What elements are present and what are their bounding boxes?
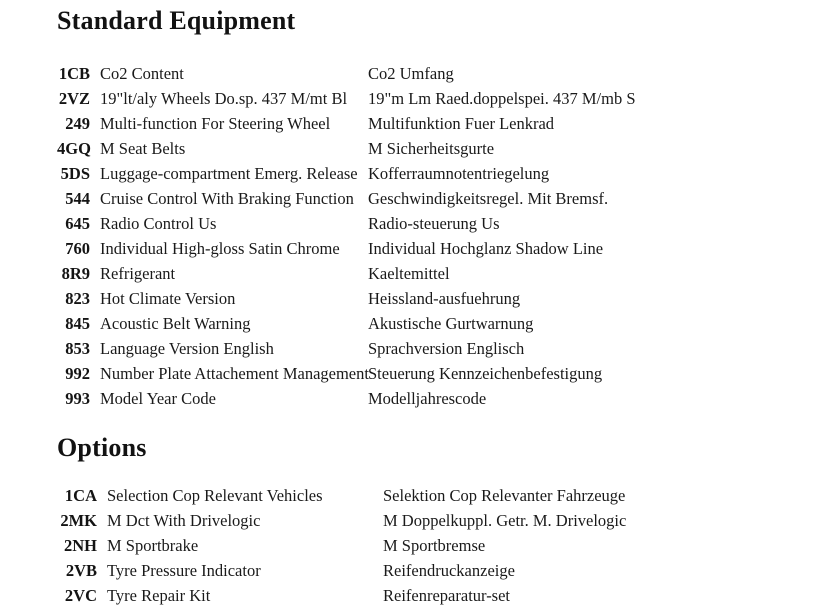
standard-equipment-table <box>57 61 830 411</box>
equipment-row <box>57 161 830 186</box>
equipment-row <box>57 361 830 386</box>
equipment-row <box>57 61 830 86</box>
equipment-desc-german: Reifendruckanzeige <box>383 561 515 580</box>
equipment-code: 760 <box>65 239 90 258</box>
equipment-desc-german: Reifenreparatur-set <box>383 586 511 605</box>
equipment-desc-german: Multifunktion Fuer Lenkrad <box>368 114 555 133</box>
equipment-desc-english: M Dct With Drivelogic <box>107 511 261 530</box>
equipment-desc-english: Acoustic Belt Warning <box>100 314 251 333</box>
equipment-code: 544 <box>65 189 90 208</box>
equipment-code: 1CA <box>64 486 97 505</box>
standard-equipment-title: Standard Equipment <box>57 6 296 35</box>
equipment-desc-english: Co2 Content <box>100 64 184 83</box>
equipment-desc-german: Co2 Umfang <box>368 64 454 83</box>
equipment-row <box>57 311 830 336</box>
equipment-code: 249 <box>65 114 90 133</box>
equipment-desc-english: Tyre Repair Kit <box>107 586 211 605</box>
equipment-code: 2MK <box>60 511 97 530</box>
equipment-desc-german: Akustische Gurtwarnung <box>368 314 534 333</box>
options-table <box>57 483 830 607</box>
equipment-row <box>57 236 830 261</box>
equipment-code: 993 <box>65 389 90 408</box>
equipment-desc-english: Model Year Code <box>100 389 216 408</box>
equipment-desc-german: Steuerung Kennzeichenbefestigung <box>368 364 603 383</box>
equipment-row <box>57 136 830 161</box>
equipment-code: 992 <box>65 364 90 383</box>
equipment-code: 4GQ <box>57 139 91 158</box>
equipment-desc-german: Modelljahrescode <box>368 389 487 408</box>
equipment-row <box>57 386 830 411</box>
equipment-desc-german: Kaeltemittel <box>368 264 450 283</box>
equipment-code: 8R9 <box>61 264 90 283</box>
equipment-row <box>57 86 830 111</box>
equipment-desc-english: Language Version English <box>100 339 274 358</box>
equipment-desc-english: Number Plate Attachement Management <box>100 364 369 383</box>
equipment-desc-english: 19"lt/aly Wheels Do.sp. 437 M/mt Bl <box>100 89 348 108</box>
equipment-code: 2VZ <box>58 89 90 108</box>
equipment-code: 645 <box>65 214 90 233</box>
equipment-code: 2NH <box>64 536 97 555</box>
equipment-desc-english: Luggage-compartment Emerg. Release <box>100 164 358 183</box>
equipment-desc-german: Heissland-ausfuehrung <box>368 289 521 308</box>
equipment-desc-english: Selection Cop Relevant Vehicles <box>107 486 323 505</box>
equipment-row <box>57 111 830 136</box>
equipment-row <box>57 508 830 533</box>
equipment-desc-english: Tyre Pressure Indicator <box>107 561 261 580</box>
equipment-desc-german: Individual Hochglanz Shadow Line <box>368 239 604 258</box>
equipment-row <box>57 583 830 607</box>
equipment-desc-english: Multi-function For Steering Wheel <box>100 114 331 133</box>
equipment-desc-english: Radio Control Us <box>100 214 217 233</box>
equipment-code: 2VB <box>65 561 97 580</box>
equipment-code: 1CB <box>58 64 90 83</box>
options-title: Options <box>57 433 147 462</box>
equipment-code: 5DS <box>60 164 90 183</box>
equipment-desc-german: M Sicherheitsgurte <box>368 139 495 158</box>
equipment-desc-english: Hot Climate Version <box>100 289 236 308</box>
equipment-code: 853 <box>65 339 90 358</box>
equipment-desc-english: M Sportbrake <box>107 536 199 555</box>
equipment-row <box>57 483 830 508</box>
equipment-code: 2VC <box>64 586 97 605</box>
section-options <box>0 433 830 607</box>
equipment-row <box>57 211 830 236</box>
equipment-desc-english: M Seat Belts <box>100 139 186 158</box>
equipment-row <box>57 533 830 558</box>
equipment-code: 823 <box>65 289 90 308</box>
equipment-row <box>57 558 830 583</box>
equipment-desc-german: Geschwindigkeitsregel. Mit Bremsf. <box>368 189 609 208</box>
equipment-row <box>57 336 830 361</box>
equipment-row <box>57 186 830 211</box>
equipment-desc-german: 19"m Lm Raed.doppelspei. 437 M/mb S <box>368 89 636 108</box>
equipment-desc-english: Cruise Control With Braking Function <box>100 189 354 208</box>
equipment-desc-german: Selektion Cop Relevanter Fahrzeuge <box>383 486 626 505</box>
equipment-desc-german: Kofferraumnotentriegelung <box>368 164 550 183</box>
equipment-desc-english: Individual High-gloss Satin Chrome <box>100 239 340 258</box>
equipment-row <box>57 286 830 311</box>
equipment-desc-german: M Doppelkuppl. Getr. M. Drivelogic <box>383 511 627 530</box>
equipment-row <box>57 261 830 286</box>
equipment-desc-german: Radio-steuerung Us <box>368 214 500 233</box>
equipment-desc-german: M Sportbremse <box>383 536 486 555</box>
equipment-desc-english: Refrigerant <box>100 264 176 283</box>
equipment-code: 845 <box>65 314 90 333</box>
equipment-desc-german: Sprachversion Englisch <box>368 339 525 358</box>
